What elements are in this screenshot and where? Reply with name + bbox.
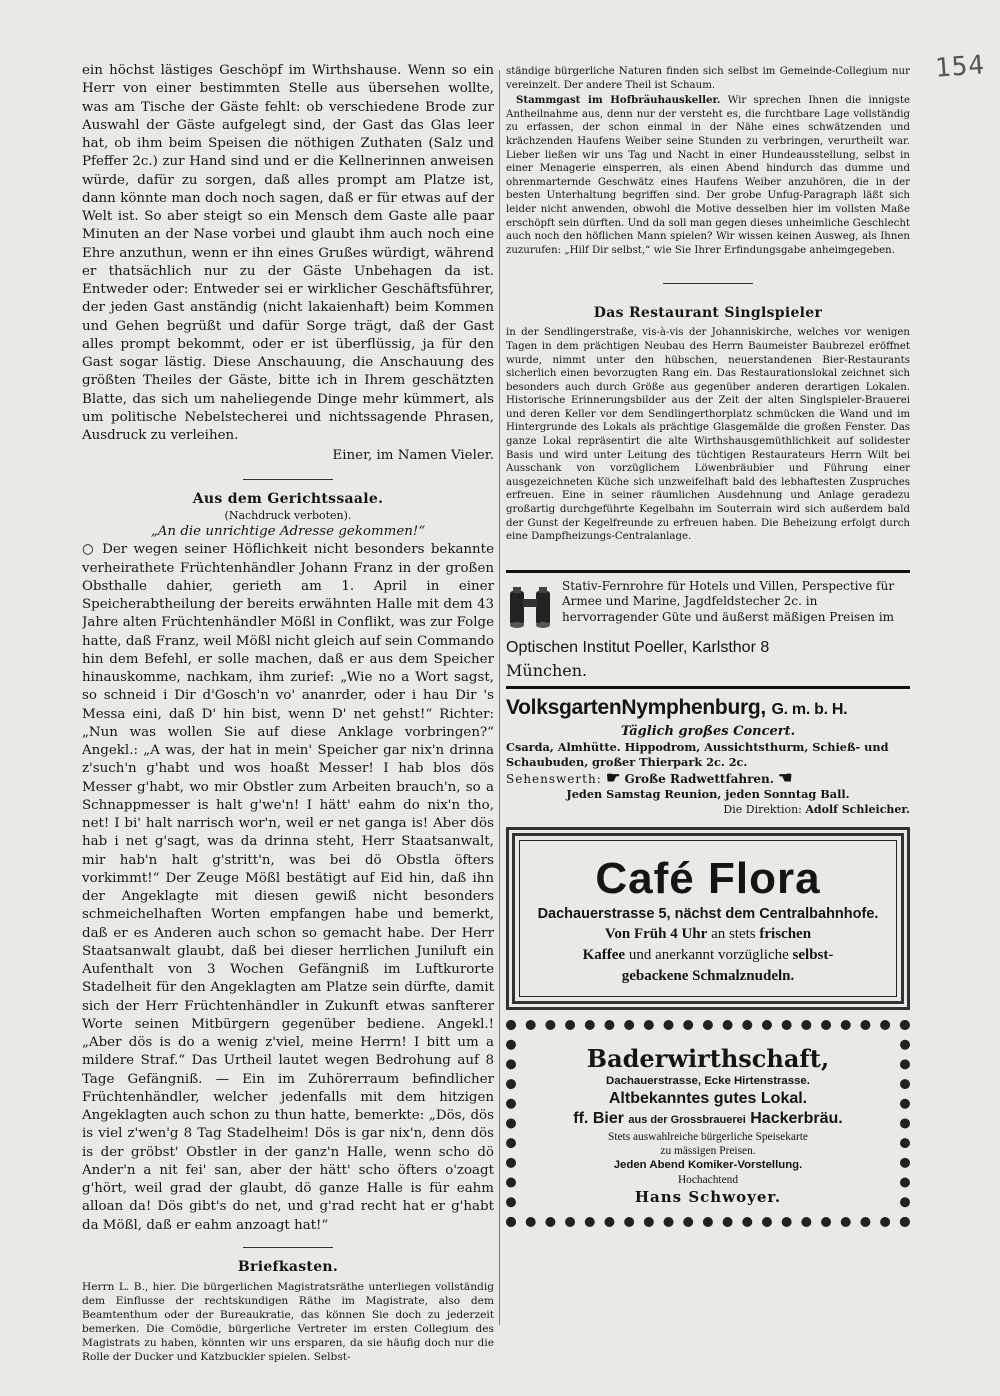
restaurant-text: in der Sendlingerstraße, vis-à-vis der Johanniskirche, welches vor wenigen Tagen in dem prächtigen Neubau des Herrn Baumeister Baubrezel eröffnet wurde, nimmt unter den hübschen, neuerstandenen Bier-Restaurants sicherlich einen bevorzugten Rang ein. Das Restaurationslokal zeichnet sich besonders auch durch Größe aus gegenüber anderen derartigen Lokalen. Historische Erinnerungsbilder aus der Zeit der alten Singlspieler-Brauerei und deren Keller vor dem Sendlingerthorplatz schmücken die Wand und im Hintergrunde des Lokals als prächtige Glasgemälde die großen Fenster. Das ganze Lokal repräsentirt die alte Wirthshausgemüthlichkeit auf solidester Basis und wird unter Leitung des tüchtigen Restaurateurs Herrn Wilt bei Ausschank von vorzüglichem Löwenbräubier und Führung einer ausgezeichneten Küche sich unzweifelhaft bald des lebhaftesten Zuspruches erfreuen. Eine in seiner räumlichen Ausdehnung und Anlage geradezu großartig durchgeführte Kegelbahn im Souterrain wird sich außerdem bald der Gunst der Kegelfreunde zu erfreuen haben. Die Beheizung erfolgt durch eine Dampfheizungs-Centralanlage. bbox=[506, 327, 910, 543]
left-column bbox=[82, 62, 494, 1362]
flora-line1-b: an stets bbox=[711, 925, 756, 942]
section-divider bbox=[663, 283, 753, 284]
direction-name: Adolf Schleicher. bbox=[805, 802, 910, 816]
baderwirt-evening: Jeden Abend Komiker-Vorstellung. bbox=[613, 1158, 803, 1171]
page-number: 154 bbox=[934, 50, 986, 84]
court-text: ○ Der wegen seiner Höflichkeit nicht besonders bekannte verheirathete Früchtenhändler Johann Franz in der großen Obsthalle dahier, gerieth am 1. April in einer Speicherabtheilung der bereits erwähnten Halle mit dem 43 Jahre alten Früchtenhändler Mößl in Conflikt, was zur Folge hatte, daß Franz, weil Mößl nicht gleich auf sein Commando hin dem Befehl, er solle machen, daß er aus dem Speicher hinauskomme, nachkam, ihm zurief: „Wie no a Wort sagst, so schneid i Dir d'Gosch'n vo' ananrder, oder i hau Dir 's Messa eini, daß D' hin bist, wenn D' net gehst!“ Richter: „Nun was wollen Sie auf diese Anklage vorbringen?“ Angekl.: „A was, der hat in mein' Speicher gar nix'n drinna z'such'n g'habt und wos hoaßt Messer! I hab blos dös Messer g'habt, wo mir Obstler zum Arbeiten brauch'n, so a Schnappmesser is halt g'we'n! I hätt' eahm do nix'n tho, net! I bi' halt narrisch wor'n, weil er net ganga is! Aber dös hab i net g'sagt, was da drinna steht, Herr Staatsanwalt, mir hab'n halt g'stritt'n, was bei dö Obstla öfters vorkimmt!“ Der Zeuge Mößl bestätigt auf Eid hin, daß ihn der Angeklagte mit diesen gewiß nicht besonders schmeichelhaften Worten empfangen habe und bemerkt, daß er es Anderen auch schon so gemacht habe. Der Herr Staatsanwalt glaubt, daß bei dieser herrlichen Juniluft ein Aufenthalt von 3 Wochen Gefängniß im Luftkurorte Stadelheit für den Angeklagten am Platze sein dürfte, damit sich der Herr Früchtenhändler in Zukunft etwas sanfterer Worte seinen Mitbürgern gegenüber bediene. Angekl.! „Aber dös is do a wenig z'viel, meine Herrn! I bitt um a mildere Straf.“ Das Urtheil lautet wegen Bedrohung auf 8 Tage Gefängniß. — Ein im Zuhörerraum befindlicher Früchtenhändler, welcher jedenfalls mit dem hitzigen Angeklagten auch schon zu thun hatte, bemerkte: „Dös, dös is viel z'wen'g 8 Tag Stadelheim! Dös is gar nix'n, denn dös is der gröbst' Obstler in der ganz'n Halle, wenn scho dö Ander'n a nit fei' san, aber der hätt' scho öfters o'zoagt g'hört, weil grad der glaubt, dö ganze Halle is für eahm alloan da! Dös gibt's do net, und g'rad recht hat er g'habt da Mößl, daß er eahm anzoagt hat!“ bbox=[82, 542, 494, 1233]
right-column bbox=[506, 65, 910, 1365]
baderwirt-menu: Stets auswahlreiche bürgerliche Speisekarte bbox=[607, 1130, 808, 1143]
ad-optics bbox=[506, 570, 910, 684]
court-notice: (Nachdruck verboten). bbox=[224, 509, 352, 523]
ad-baderwirthschaft bbox=[506, 1020, 910, 1227]
ad-optics-copy bbox=[562, 579, 910, 629]
cafe-flora-line1 bbox=[531, 924, 885, 945]
court-title: „An die unrichtige Adresse gekommen!“ bbox=[150, 524, 426, 540]
hofbraeu-lead: Stammgast im Hofbräuhauskeller. bbox=[516, 94, 721, 107]
flora-line1-c: frischen bbox=[759, 925, 812, 942]
cafe-flora-name: Café Flora bbox=[595, 853, 821, 903]
ad-optics-body bbox=[506, 573, 910, 633]
baderwirt-slogan: Altbekanntes gutes Lokal. bbox=[608, 1089, 808, 1107]
mailbox-text: Herrn L. B., hier. Die bürgerlichen Magistratsräthe unterliegen vollständig dem Einflusse der rechtskundigen Räthe im Magistrate, also dem Beamtenthum oder der Bureaukratie, das können Sie doch zu jederzeit bemerken. Die Comödie, bürgerliche Vertreter im ersten Collegium des Magistrats zu haben, könnten wir uns ersparen, da sie häufig doch nur die Rolle der Ducker und Katzbuckler spielen. Selbst- bbox=[82, 1280, 494, 1362]
baderwirt-name: Baderwirthschaft, bbox=[586, 1043, 830, 1073]
letter-text: ein höchst lästiges Geschöpf im Wirthshause. Wenn so ein Herr von einer bestimmten Stelle aus übersehen wollte, was am Tische der Gäste fehlt: ob verschiedene Brode zur Auswahl der Gäste aufgelegt sind, der Gast das Glas leer hat, ob ihm beim Speisen die nöthigen Zuthaten (Salz und Pfeffer 2c.) zur Hand sind und er die Kellnerinnen anweisen würde, dafür zu sorgen, daß alles prompt am Platze ist, dann könnte man doch noch sagen, daß er für etwas auf der Welt ist. So aber steigt so ein Mensch dem Gaste alle paar Minuten an der Nase vorbei und glaubt ihm auch noch eine Ehre anzuthun, wenn er ihn eines Grußes würdigt, während er thatsächlich nur zu der Gäste Unbehagen da ist. Entweder oder: Entweder sei er wirklicher Geschäftsführer, der jeden Gast anständig (nicht lakaienhaft) beim Kommen und Gehen begrüßt und dafür Sorge trägt, daß der Gast alles prompt bekommt, oder er ist überflüssig, ja für den Gast sogar lästig. Diese Anschauung, die Anschauung des größten Theiles der Gäste, bitte ich in Ihrem geschätzten Blatte, das sich um naheliegende Dinge mehr kümmert, als um politische Nebelstecherei und nichtssagende Phrasen, Ausdruck zu verleihen. bbox=[82, 63, 494, 443]
baderwirt-beer bbox=[526, 1109, 890, 1130]
hofbraeu-reply bbox=[506, 94, 910, 257]
cafe-flora-address: Dachauerstrasse 5, nächst dem Centralbahnhofe. bbox=[537, 905, 879, 922]
spacer bbox=[506, 544, 910, 570]
ad-volksgarten bbox=[506, 686, 910, 823]
baderwirt-address: Dachauerstrasse, Ecke Hirtenstrasse. bbox=[606, 1074, 810, 1087]
court-heading: Aus dem Gerichtssaale. bbox=[192, 491, 384, 508]
baderwirt-owner: Hans Schwoyer. bbox=[634, 1187, 782, 1206]
flora-line1-a: Von Früh 4 Uhr bbox=[604, 925, 708, 942]
ad-optics-city: München. bbox=[506, 660, 588, 680]
flora-line2-a: Kaffee bbox=[582, 946, 626, 963]
hofbraeu-text: Wir sprechen Ihnen die innigste Antheilnahme aus, denn nur der versteht es, die furchtbare Lage vollständig zu erfassen, der schon einmal in der Nähe eines schwätzenden und krächzenden Haufens Weiber seine Stunden zu verbringen, verurtheilt war. Lieber ließen wir uns Tag und Nacht in einer Hundeausstellung, selbst in einer Menagerie einsperren, als einen Abend hindurch das dumme und ohrenmarternde Geschwätz eines Haufens Weiber anzuhören, die in der besten Unterhaltung begriffen sind. Der grobe Unfug-Paragraph läßt sich leider nicht anwenden, obwohl die Motive desselben hier im vollsten Maße erschöpft sein dürften. Und da soll man gegen dieses unheimliche Geschlecht auch noch den höflichen Mann spielen? Wir wissen keinen Ausweg, als Ihnen zuzurufen: „Hilf Dir selbst,“ wie Sie Ihrer Erfindungsgabe anheimgegeben. bbox=[506, 95, 910, 256]
cafe-flora-line2 bbox=[531, 945, 885, 966]
beer-c: Hackerbräu. bbox=[750, 1109, 843, 1127]
restaurant-heading: Das Restaurant Singlspieler bbox=[593, 305, 823, 322]
volksgarten-suffix: G. m. b. H. bbox=[771, 700, 848, 718]
direction-label: Die Direktion: bbox=[723, 802, 802, 816]
sights-value: Große Radwettfahren. bbox=[624, 771, 774, 786]
ad-volksgarten-direction bbox=[506, 802, 910, 817]
beer-a: ff. Bier bbox=[573, 1109, 624, 1127]
ad-volksgarten-attractions: Csarda, Almhütte. Hippodrom, Aussichtsthurm, Schieß- und Schaubuden, großer Thierpark 2c. 2c. bbox=[506, 739, 889, 769]
pointing-hand-icon: ☚ bbox=[778, 767, 793, 787]
letter-signature: Einer, im Namen Vieler. bbox=[332, 448, 494, 464]
ad-volksgarten-schedule: Jeden Samstag Reunion, jeden Sonntag Ball. bbox=[566, 786, 850, 801]
flora-line2-c: selbst- bbox=[792, 946, 834, 963]
mailbox-continuation: ständige bürgerliche Naturen finden sich selbst im Gemeinde-Collegium nur vereinzelt. Der andere Theil ist Schaum. bbox=[506, 66, 910, 91]
ad-volksgarten-concert: Täglich großes Concert. bbox=[620, 723, 796, 739]
ad-cafe-flora bbox=[506, 827, 910, 1010]
ad-optics-text: Stativ-Fernrohre für Hotels und Villen, Perspective für Armee und Marine, Jagdfeldstecher 2c. in hervorragender Güte und äußerst mäßigen Preisen im bbox=[562, 578, 895, 624]
ad-optics-institute: Optischen Institut Poeller, Karlsthor 8 bbox=[506, 638, 770, 656]
ad-volksgarten-sights bbox=[506, 767, 910, 787]
section-divider bbox=[243, 479, 333, 480]
column-rule bbox=[499, 70, 500, 1325]
volksgarten-name-text: VolksgartenNymphenburg, bbox=[506, 695, 766, 719]
flora-line2-b: und anerkannt vorzügliche bbox=[628, 946, 789, 963]
beer-b: aus der Grossbrauerei bbox=[628, 1113, 746, 1126]
mailbox-heading: Briefkasten. bbox=[237, 1258, 339, 1275]
sights-label: Sehenswerth: bbox=[506, 771, 602, 786]
ad-volksgarten-name bbox=[506, 695, 910, 723]
baderwirt-regards: Hochachtend bbox=[677, 1173, 739, 1186]
binoculars-icon bbox=[506, 585, 554, 629]
baderwirt-prices: zu mässigen Preisen. bbox=[660, 1144, 756, 1157]
section-divider bbox=[243, 1247, 333, 1248]
cafe-flora-line3: gebackene Schmalznudeln. bbox=[621, 967, 795, 984]
pointing-hand-icon: ☛ bbox=[605, 767, 621, 787]
